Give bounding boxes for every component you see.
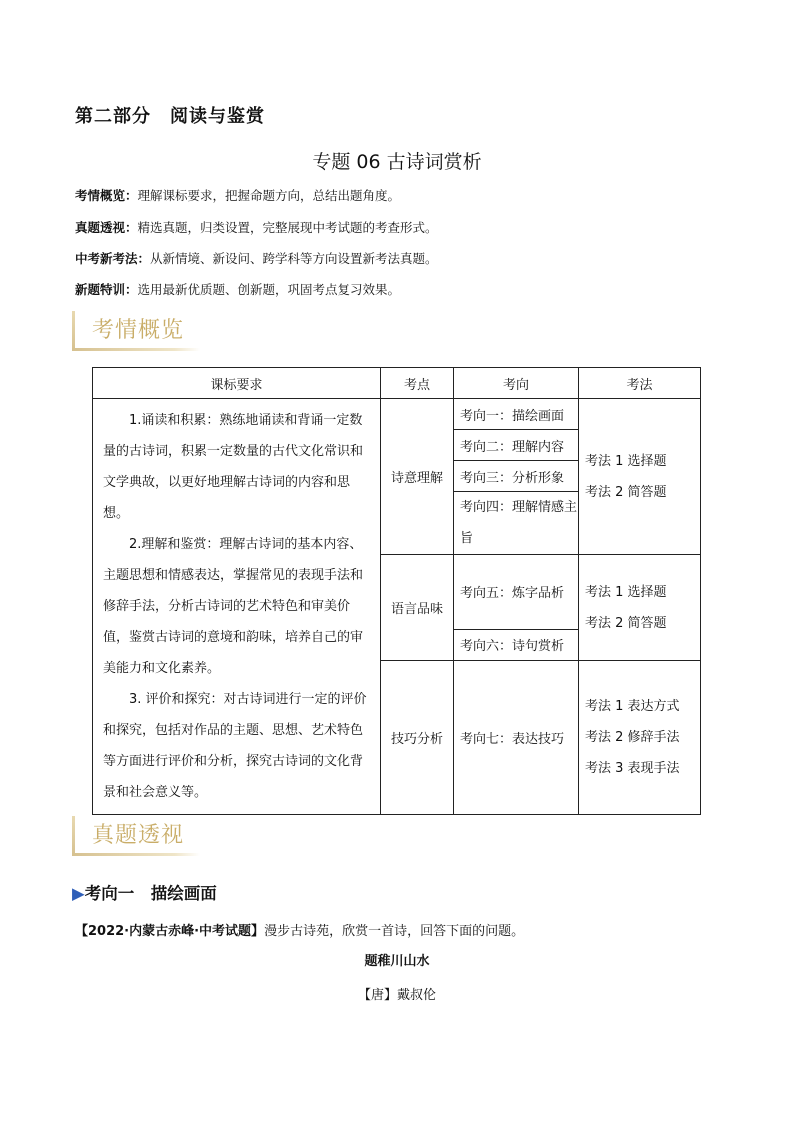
table-header: 考点 bbox=[381, 368, 454, 399]
requirement-item: 2.理解和鉴赏：理解古诗词的基本内容、主题思想和情感表达，掌握常见的表现手法和修辞手法，分析古诗词的艺术特色和审美价值，鉴赏古诗词的意境和韵味，培养自己的审美能力和文化素养。 bbox=[103, 537, 364, 676]
kaoxiang-cell: 考向六：诗句赏析 bbox=[454, 629, 579, 661]
kaofa-cell bbox=[579, 555, 701, 661]
poem-author: 【唐】戴叔伦 bbox=[357, 988, 436, 1003]
table-row bbox=[93, 399, 701, 430]
intro-text: 理解课标要求，把握命题方向，总结出题角度。 bbox=[137, 188, 401, 203]
direction-title bbox=[72, 880, 217, 904]
intro-label: 新题特训： bbox=[75, 282, 138, 297]
kaofa-cell bbox=[579, 399, 701, 555]
kaofa-cell bbox=[579, 661, 701, 815]
kaodian-cell: 语言品味 bbox=[381, 555, 454, 661]
intro-text: 从新情境、新设问、跨学科等方向设置新考法真题。 bbox=[150, 251, 438, 266]
kaofa-item: 考法 1 表达方式 bbox=[585, 699, 680, 714]
kaoxiang-cell: 考向五：炼字品析 bbox=[454, 555, 579, 630]
kaoxiang-cell: 考向三：分析形象 bbox=[454, 461, 579, 492]
kaofa-item: 考法 1 选择题 bbox=[585, 584, 667, 600]
intro-line bbox=[75, 280, 400, 298]
intro-line bbox=[75, 218, 438, 236]
poem-title: 题稚川山水 bbox=[364, 954, 430, 969]
kaofa-item: 考法 2 修辞手法 bbox=[585, 730, 680, 745]
kaodian-cell: 诗意理解 bbox=[381, 399, 454, 555]
section-banner-exam bbox=[72, 816, 202, 856]
requirement-item: 1.诵读和积累：熟练地诵读和背诵一定数量的古诗词，积累一定数量的古代文化常识和文学典故，以更好地理解古诗词的内容和思想。 bbox=[103, 413, 364, 521]
kaoxiang-cell: 考向二：理解内容 bbox=[454, 430, 579, 461]
kaodian-cell: 技巧分析 bbox=[381, 661, 454, 815]
kaoxiang-cell: 考向一：描绘画面 bbox=[454, 399, 579, 430]
intro-text: 精选真题，归类设置，完整展现中考试题的考查形式。 bbox=[137, 220, 438, 235]
kaoxiang-cell: 考向七：表达技巧 bbox=[454, 661, 579, 815]
intro-text: 选用最新优质题、创新题，巩固考点复习效果。 bbox=[137, 282, 401, 297]
table-header: 课标要求 bbox=[93, 368, 381, 399]
table-header-row bbox=[93, 368, 701, 399]
part-title: 第二部分 阅读与鉴赏 bbox=[75, 106, 265, 127]
section-title: 考情概览 bbox=[92, 318, 185, 343]
kaofa-item: 考法 2 简答题 bbox=[585, 484, 667, 500]
direction-title-text: 考向一 描绘画面 bbox=[84, 884, 217, 903]
question-prompt: 漫步古诗苑，欣赏一首诗，回答下面的问题。 bbox=[264, 924, 525, 939]
section-title: 真题透视 bbox=[92, 823, 185, 848]
source-label: 【2022·内蒙古赤峰·中考试题】 bbox=[75, 924, 265, 939]
intro-line bbox=[75, 249, 438, 267]
intro-label: 真题透视： bbox=[75, 220, 138, 235]
triangle-right-icon: ▶ bbox=[72, 884, 85, 903]
intro-label: 考情概览： bbox=[75, 188, 138, 203]
section-banner-overview bbox=[72, 311, 202, 351]
kaofa-item: 考法 1 选择题 bbox=[585, 453, 667, 469]
table-header: 考法 bbox=[579, 368, 701, 399]
kaofa-item: 考法 3 表现手法 bbox=[585, 761, 680, 776]
curriculum-requirements bbox=[93, 399, 381, 815]
requirement-item: 3. 评价和探究：对古诗词进行一定的评价和探究，包括对作品的主题、思想、艺术特色等方面进行评价和分析，探究古诗词的文化背景和社会意义等。 bbox=[103, 692, 367, 800]
intro-line bbox=[75, 186, 400, 204]
exam-analysis-table bbox=[92, 367, 701, 815]
intro-label: 中考新考法： bbox=[75, 251, 151, 266]
kaofa-item: 考法 2 简答题 bbox=[585, 615, 667, 631]
question-source bbox=[75, 920, 524, 939]
topic-title: 专题 06 古诗词赏析 bbox=[312, 151, 482, 173]
kaoxiang-cell: 考向四：理解情感主旨 bbox=[454, 492, 579, 555]
table-header: 考向 bbox=[454, 368, 579, 399]
